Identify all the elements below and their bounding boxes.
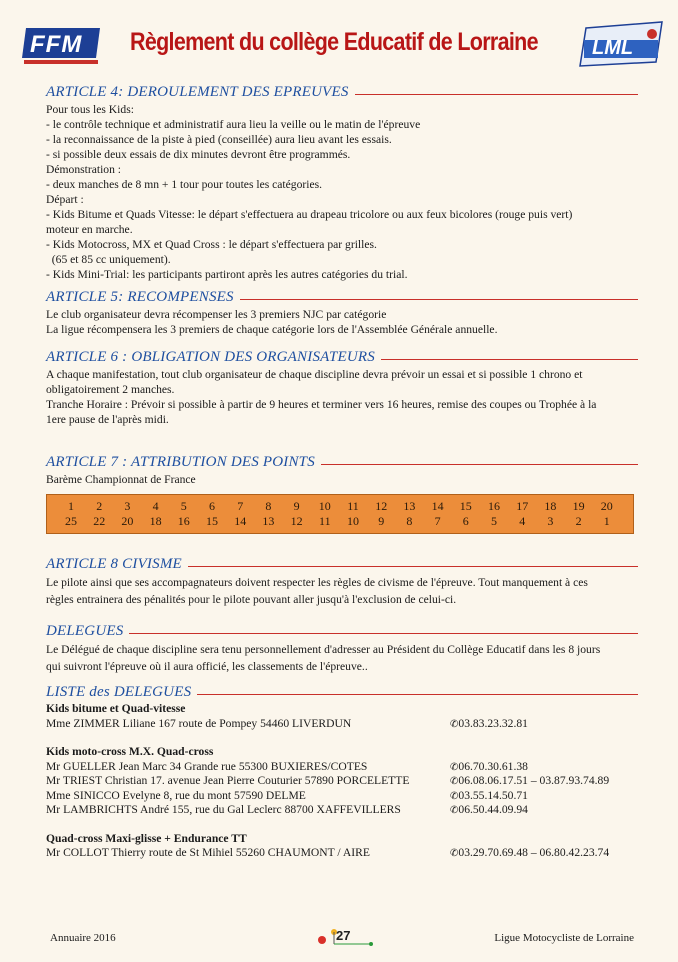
text-line: A chaque manifestation, tout club organisateur de chaque discipline devra prévoir un essai et si possible 1 chrono et xyxy=(46,368,583,381)
phone-icon: ✆ xyxy=(450,848,459,859)
points-cell: 6 xyxy=(462,514,469,528)
article-6-section xyxy=(46,349,638,427)
group-heading: Quad-cross Maxi-glisse + Endurance TT xyxy=(46,831,247,845)
place-cell: 17 xyxy=(516,499,529,513)
delegate-name: Mr COLLOT Thierry route de St Mihiel 55260 CHAUMONT / AIRE xyxy=(46,846,370,859)
delegate-phone: ✆03.29.70.69.48 – 06.80.42.23.74 xyxy=(450,846,610,859)
places-row xyxy=(61,499,631,513)
points-table xyxy=(46,494,634,534)
points-cell: 20 xyxy=(121,514,134,528)
phone-icon: ✆ xyxy=(450,805,459,816)
text-line: La ligue récompensera les 3 premiers de chaque catégorie lors de l'Assemblée Générale annuelle. xyxy=(46,323,498,336)
footer-right: Ligue Motocycliste de Lorraine xyxy=(494,932,634,944)
article-7-title: ARTICLE 7 : ATTRIBUTION DES POINTS xyxy=(46,454,321,471)
article-6-body xyxy=(46,367,638,427)
article-5-body xyxy=(46,307,638,337)
delegate-name: Mr TRIEST Christian 17. avenue Jean Pierre Couturier 57890 PORCELETTE xyxy=(46,774,410,787)
place-cell: 5 xyxy=(180,499,187,513)
place-cell: 9 xyxy=(293,499,300,513)
article-5-title: ARTICLE 5: RECOMPENSES xyxy=(46,289,240,306)
place-cell: 3 xyxy=(124,499,131,513)
delegate-row xyxy=(46,760,638,775)
points-cell: 13 xyxy=(262,514,275,528)
article-4-section xyxy=(46,84,638,282)
place-cell: 8 xyxy=(265,499,272,513)
liste-delegues-title: LISTE des DELEGUES xyxy=(46,684,197,701)
delegate-row xyxy=(46,717,638,732)
text-line: - Kids Motocross, MX et Quad Cross : le départ s'effectuera par grilles. xyxy=(46,238,377,251)
points-row xyxy=(61,514,631,528)
delegate-phone: ✆03.83.23.32.81 xyxy=(450,716,528,730)
page-header xyxy=(0,14,678,74)
text-line: Pour tous les Kids: xyxy=(46,103,134,116)
phone-icon: ✆ xyxy=(450,718,459,730)
text-line: (65 et 85 cc uniquement). xyxy=(46,253,171,266)
delegate-row xyxy=(46,846,638,861)
place-cell: 16 xyxy=(488,499,500,513)
place-cell: 11 xyxy=(347,499,359,513)
text-line: Départ : xyxy=(46,193,84,206)
points-cell: 7 xyxy=(434,514,441,528)
text-line: - deux manches de 8 mn + 1 tour pour toutes les catégories. xyxy=(46,178,323,191)
points-cell: 9 xyxy=(378,514,385,528)
article-6-title: ARTICLE 6 : OBLIGATION DES ORGANISATEURS xyxy=(46,349,381,366)
points-cell: 1 xyxy=(603,514,610,528)
place-cell: 10 xyxy=(318,499,331,513)
place-cell: 12 xyxy=(375,499,388,513)
place-cell: 7 xyxy=(237,499,244,513)
text-line: - le contrôle technique et administratif aura lieu la veille ou le matin de l'épreuve xyxy=(46,118,421,131)
place-cell: 20 xyxy=(600,499,613,513)
delegues-title: DELEGUES xyxy=(46,623,129,640)
delegate-phone: ✆06.50.44.09.94 xyxy=(450,803,528,816)
footer-left: Annuaire 2016 xyxy=(50,932,116,944)
phone-icon: ✆ xyxy=(450,790,459,802)
points-cell: 3 xyxy=(547,514,554,528)
delegate-name: Mme SINICCO Evelyne 8, rue du mont 57590 DELME xyxy=(46,788,306,802)
text-line: - Kids Bitume et Quads Vitesse: le départ s'effectuera au drapeau tricolore ou aux feux bicolores (rouge puis vert) xyxy=(46,208,573,221)
article-4-title: ARTICLE 4: DEROULEMENT DES EPREUVES xyxy=(46,84,355,101)
delegate-row xyxy=(46,774,638,789)
delegate-phone: ✆03.55.14.50.71 xyxy=(450,788,528,802)
text-line: 1ere pause de l'après midi. xyxy=(46,413,169,426)
delegues-body xyxy=(46,641,638,675)
article-7-subtitle: Barème Championnat de France xyxy=(46,473,196,486)
ffm-logo xyxy=(20,24,102,68)
svg-text:FFM: FFM xyxy=(30,31,83,58)
points-cell: 5 xyxy=(491,514,497,528)
page-title: Règlement du collège Educatif de Lorraine xyxy=(130,28,538,56)
place-cell: 18 xyxy=(544,499,557,513)
text-line: qui suivront l'épreuve où il aura officié, les classements de l'épreuve.. xyxy=(46,660,368,673)
text-line: - Kids Mini-Trial: les participants partiront après les autres catégories du trial. xyxy=(46,268,408,281)
points-cell: 11 xyxy=(319,514,331,528)
points-cell: 14 xyxy=(234,514,247,528)
points-cell: 12 xyxy=(290,514,303,528)
article-8-section xyxy=(46,556,638,608)
article-4-body xyxy=(46,102,638,282)
delegate-row xyxy=(46,803,638,818)
text-line: règles entrainera des pénalités pour le pilote pouvant aller jusqu'à l'exclusion de celui-ci. xyxy=(46,593,457,606)
article-5-section xyxy=(46,289,638,337)
place-cell: 4 xyxy=(152,499,159,513)
place-cell: 2 xyxy=(96,499,103,513)
delegues-section xyxy=(46,623,638,675)
text-line: Le club organisateur devra récompenser les 3 premiers NJC par catégorie xyxy=(46,308,387,321)
place-cell: 13 xyxy=(403,499,416,513)
page-footer xyxy=(0,928,678,950)
delegate-name: Mr GUELLER Jean Marc 34 Grande rue 55300 BUXIERES/COTES xyxy=(46,759,368,773)
points-cell: 25 xyxy=(65,514,77,528)
text-line: Le pilote ainsi que ses accompagnateurs doivent respecter les règles de civisme de l'épreuve. Tout manquement à ces xyxy=(46,576,588,589)
article-8-title: ARTICLE 8 CIVISME xyxy=(46,556,188,573)
group-heading: Kids moto-cross M.X. Quad-cross xyxy=(46,745,214,758)
delegate-row xyxy=(46,789,638,804)
points-cell: 10 xyxy=(347,514,359,528)
phone-icon: ✆ xyxy=(450,776,459,787)
delegates-list xyxy=(46,702,638,861)
page-number: 27 xyxy=(336,928,351,943)
points-cell: 15 xyxy=(206,514,218,528)
text-line: Démonstration : xyxy=(46,163,122,176)
place-cell: 6 xyxy=(209,499,215,513)
liste-delegues-section xyxy=(46,684,638,861)
place-cell: 15 xyxy=(459,499,472,513)
points-cell: 4 xyxy=(519,514,526,528)
article-8-body xyxy=(46,574,638,608)
points-cell: 16 xyxy=(177,514,190,528)
points-cell: 22 xyxy=(93,514,106,528)
lml-logo xyxy=(578,20,664,72)
svg-text:LML: LML xyxy=(592,37,634,59)
text-line: - la reconnaissance de la piste à pied (conseillée) aura lieu avant les essais. xyxy=(46,133,392,146)
place-cell: 19 xyxy=(572,499,585,513)
points-cell: 2 xyxy=(575,514,582,528)
text-line: Tranche Horaire : Prévoir si possible à partir de 9 heures et terminer vers 16 heures, remise des coupes ou Trophée à la xyxy=(46,398,597,411)
text-line: Le Délégué de chaque discipline sera tenu personnellement d'adresser au Président du Collège Educatif dans les 8 jours xyxy=(46,643,601,656)
group-heading: Kids bitume et Quad-vitesse xyxy=(46,702,186,715)
place-cell: 14 xyxy=(431,499,444,513)
text-line: obligatoirement 2 manches. xyxy=(46,383,175,396)
delegate-name: Mr LAMBRICHTS André 155, rue du Gal Leclerc 88700 XAFFEVILLERS xyxy=(46,803,401,816)
place-cell: 1 xyxy=(68,499,74,513)
delegate-name: Mme ZIMMER Liliane 167 route de Pompey 54460 LIVERDUN xyxy=(46,716,352,730)
section-rule xyxy=(46,633,638,634)
text-line: - si possible deux essais de dix minutes devront être programmés. xyxy=(46,148,351,161)
points-cell: 18 xyxy=(149,514,162,528)
text-line: moteur en marche. xyxy=(46,223,133,236)
delegate-phone: ✆06.08.06.17.51 – 03.87.93.74.89 xyxy=(450,774,610,787)
article-7-section xyxy=(46,454,638,487)
phone-icon: ✆ xyxy=(450,761,459,773)
points-cell: 8 xyxy=(406,514,413,528)
delegate-phone: ✆06.70.30.61.38 xyxy=(450,759,528,773)
